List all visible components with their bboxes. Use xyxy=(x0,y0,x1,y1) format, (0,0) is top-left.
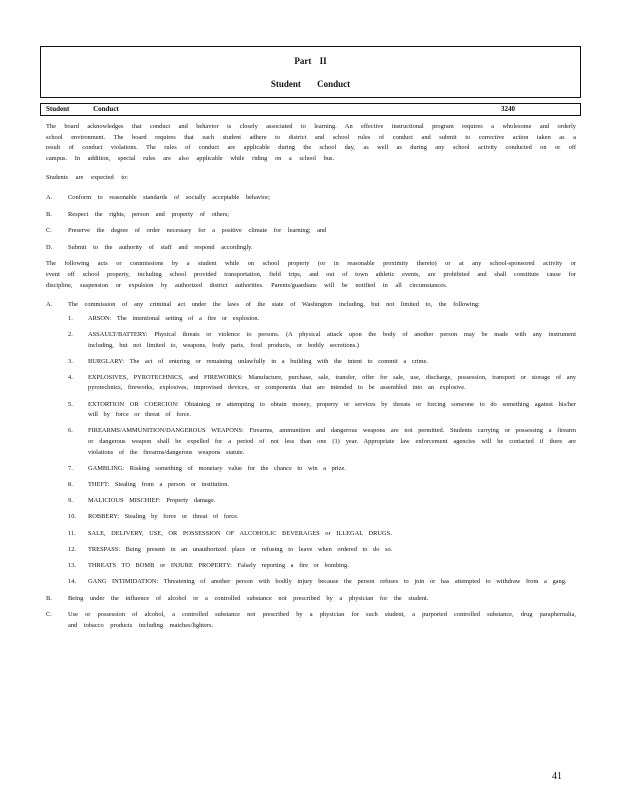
sublist-marker: 8. xyxy=(68,481,73,488)
sublist-marker: 5. xyxy=(68,400,73,408)
sublist-item xyxy=(68,529,576,540)
sublist-marker: 3. xyxy=(68,357,73,365)
sublist-item xyxy=(68,577,576,588)
list-item-text: Submit to the authority of staff and respond accordingly. xyxy=(68,243,253,251)
list-marker: A. xyxy=(46,301,53,309)
sublist-marker: 9. xyxy=(68,497,73,505)
sublist-item xyxy=(68,480,576,491)
sublist-item xyxy=(68,512,576,523)
sublist-item xyxy=(68,496,576,507)
sublist-marker: 7. xyxy=(68,464,73,472)
sublist-item-text: TRESPASS: Being present in an unauthorized place or refusing to leave when ordered to do so. xyxy=(88,545,393,553)
sublist-item-text: GAMBLING: Risking something of monetary value for the chance to win a prize. xyxy=(88,464,346,472)
sublist-item xyxy=(68,373,576,394)
part-header-box xyxy=(40,46,581,98)
sublist-marker: 10. xyxy=(68,513,76,521)
sublist-marker: 6. xyxy=(68,427,73,435)
sublist-item-text: SALE, DELIVERY, USE, OR POSSESSION OF ALCOHOLIC BEVERAGES or ILLEGAL DRUGS. xyxy=(88,529,392,537)
list-marker: B. xyxy=(46,210,52,218)
sublist-item xyxy=(68,357,576,368)
list-item xyxy=(46,594,576,605)
list-item-text: Use or possession of alcohol, a controlled substance not prescribed by a physician for such student, a purported controlled substance, drug paraphernalia, and tobacco products including matches/lighters. xyxy=(68,611,576,629)
sublist-item xyxy=(68,545,576,556)
sublist-item-text: MALICIOUS MISCHIEF: Property damage. xyxy=(88,497,216,505)
expected-lead: Students are expected to: xyxy=(46,174,129,182)
list-item xyxy=(46,610,576,631)
sublist-item-text: EXTORTION OR COERCION: Obtaining or attempting to obtain money, property or services by threats or forcing someone to do something against his/her will by force or threat of force. xyxy=(88,400,576,419)
part-label: Part II xyxy=(294,56,327,66)
list-item xyxy=(46,300,576,588)
sublist-marker: 2. xyxy=(68,330,73,338)
list-marker: B. xyxy=(46,594,52,602)
list-marker: A. xyxy=(46,193,53,201)
sublist-item-text: FIREARMS/AMMUNITION/DANGEROUS WEAPONS: Firearms, ammunition and dangerous weapons are not permitted. Students carrying or possessing a firearm or dangerous weapon shall be expelled for a period of not less than one (1) year. Appropriate law enforcement agencies will be contacted if there are violations of the firearms/dangerous weapons statute. xyxy=(88,427,576,456)
section-header-bar xyxy=(40,103,581,116)
list-marker: C. xyxy=(46,611,52,619)
sublist-item-text: THEFT: Stealing from a person or institution. xyxy=(88,481,230,488)
sublist-item-text: ASSAULT/BATTERY: Physical threats or violence to persons. (A physical attack upon the body of another person may be made with any instrument including, but not limited to, weapons, body parts, food products, or bodily secretions.) xyxy=(88,330,576,349)
list-marker: C. xyxy=(46,227,52,235)
sublist-item-text: BURGLARY: The act of entering or remaining unlawfully in a building with the intent to commit a crime. xyxy=(88,357,428,365)
sublist-item xyxy=(68,561,576,572)
list-item-text: Conform to reasonable standards of socially acceptable behavior; xyxy=(68,193,270,201)
sublist-item xyxy=(68,314,576,325)
sublist-marker: 12. xyxy=(68,545,76,553)
sublist-marker: 11. xyxy=(68,529,76,537)
sublist-item-text: GANG INTIMIDATION: Threatening of another person with bodily injury because the person refuses to join or has attempted to withdraw from a gang. xyxy=(88,578,567,586)
section-title: Student Conduct xyxy=(46,105,119,113)
expected-behaviors-list xyxy=(46,193,576,253)
sublist-item-text: THREATS TO BOMB or INJURE PROPERTY: Falsely reporting a fire or bombing. xyxy=(88,561,349,569)
list-item xyxy=(46,243,576,254)
list-item xyxy=(46,193,576,204)
sublist-item-text: ROBBERY: Stealing by force or threat of force. xyxy=(88,513,239,521)
sublist-item xyxy=(68,426,576,458)
list-marker: D. xyxy=(46,243,53,251)
sublist-item xyxy=(68,330,576,351)
sublist-marker: 14. xyxy=(68,578,76,586)
sublist-item-text: ARSON: The intentional setting of a fire or explosion. xyxy=(88,314,260,322)
sublist-item xyxy=(68,464,576,475)
sublist-item xyxy=(68,400,576,421)
sublist-marker: 1. xyxy=(68,314,73,322)
list-item xyxy=(46,210,576,221)
part-title: Student Conduct xyxy=(270,79,351,89)
sublist-item-text: EXPLOSIVES, PYROTECHNICS, and FIREWORKS: Manufacture, purchase, sale, transfer, offer for sale, use, discharge, possession, transport or storage of any pyrotechnics, fireworks, explosives, improvised devices, or components that are intended to be assembled into an explosive. xyxy=(88,373,576,392)
sublist-marker: 4. xyxy=(68,373,73,381)
criminal-acts-sublist xyxy=(68,314,576,588)
list-item-text: Preserve the degree of order necessary for a positive climate for learning; and xyxy=(68,227,327,235)
intro-paragraph: The board acknowledges that conduct and behavior is closely associated to learning. An effective instructional program requires a wholesome and orderly school environment. The board requires that each student adhere to district and school rules of conduct and submit to corrective action taken as a result of conduct violations. The rules of conduct are applicable during the school day, as well as during any school activity conducted on or off campus. In addition, special rules are also applicable while riding on a school bus. xyxy=(46,123,576,162)
list-item xyxy=(46,226,576,237)
sublist-marker: 13. xyxy=(68,561,76,569)
prohibited-acts-list xyxy=(46,300,576,631)
prohibited-lead: The following acts or commissions by a student while on school property (or in reasonable proximity thereto) or at any school-sponsored activity or event off school property, including school provided transportation, field trips, and out of town athletic events, are prohibited and shall constitute cause for discipline, suspension or expulsion by authorized district authorities. Parents/guardians will be notified in all circumstances. xyxy=(46,260,576,289)
list-item-text: Respect the rights, person and property of others; xyxy=(68,210,230,218)
list-item-text: The commission of any criminal act under the laws of the state of Washington including, but not limited to, the following: xyxy=(68,301,480,309)
page-number: 41 xyxy=(552,771,562,782)
section-code: 3240 xyxy=(501,105,515,113)
policy-body xyxy=(46,122,576,638)
list-item-text: Being under the influence of alcohol or a controlled substance not prescribed by a physician for the student. xyxy=(68,594,429,602)
